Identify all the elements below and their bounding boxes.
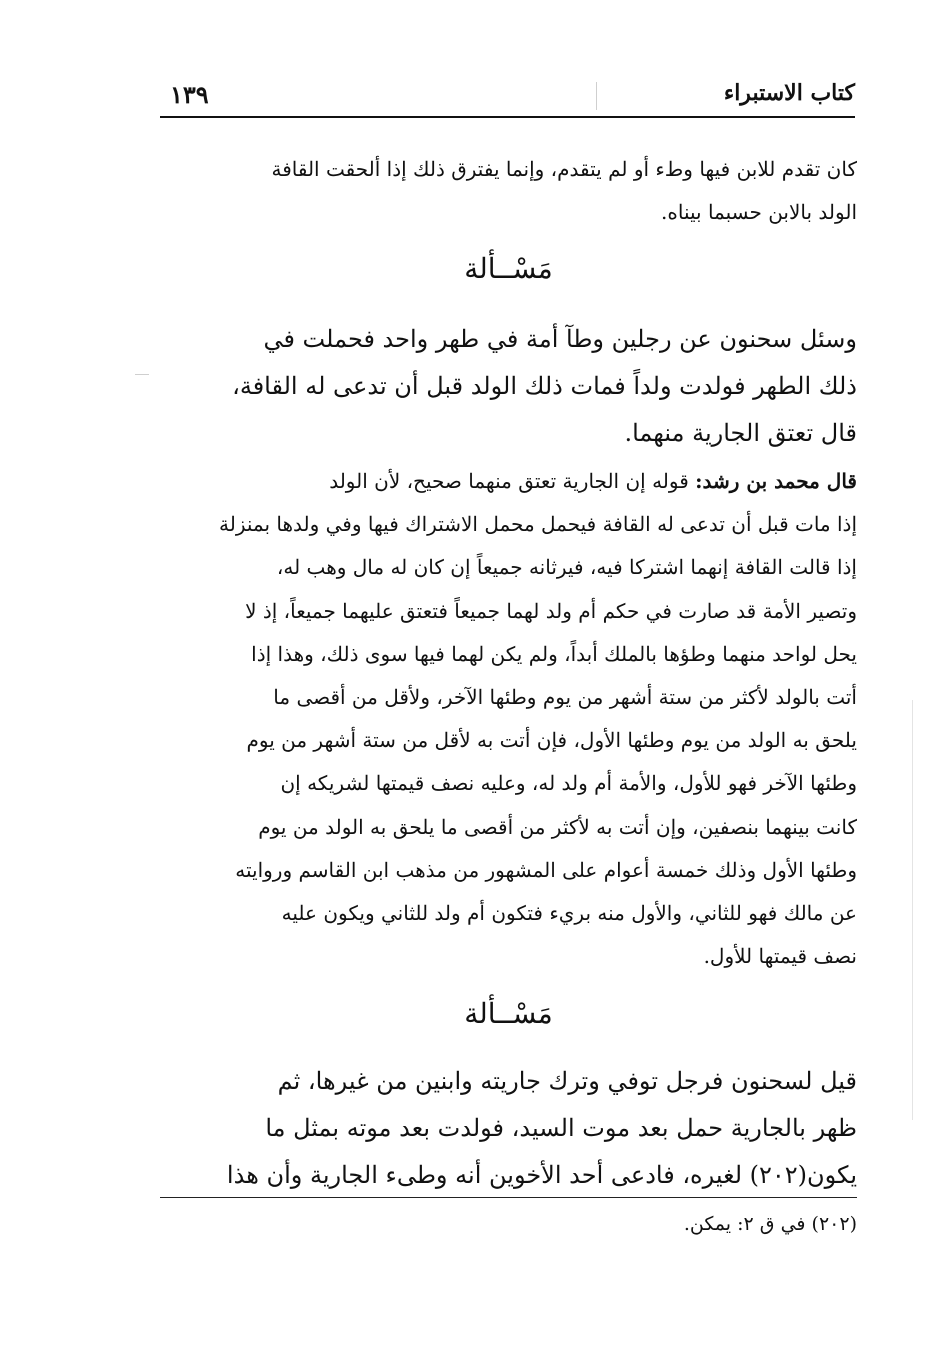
text-line: وطئها الأول وذلك خمسة أعوام على المشهور من مذهب ابن القاسم وروايته [235,857,857,882]
question-paragraph [160,316,857,457]
scan-artifact [596,82,597,110]
text-line: قيل لسحنون فرجل توفي وترك جاريته وابنين من غيرها، ثم [277,1067,857,1095]
text-line: قال تعتق الجارية منهما. [624,419,857,447]
speaker-label: قال محمد بن رشد: [695,469,857,493]
text-line: إذا مات قبل أن تدعى له القافة فيحمل محمل الاشتراك فيها وفي ولدها بمنزلة [219,512,857,537]
text-line: ظهر بالجارية حمل بعد موت السيد، فولدت بعد موته بمثل ما [265,1114,857,1142]
intro-paragraph [160,148,857,234]
text-line: إذا قالت القافة إنهما اشتركا فيه، فيرثانه جميعاً إن كان له مال وهب له، [276,555,857,580]
text-line: نصف قيمتها للأول. [703,944,857,969]
text-line [160,460,857,503]
text-line: كانت بينهما بنصفين، وإن أتت به لأكثر من أقصى ما يلحق به الولد من يوم [258,814,857,839]
text-line: يلحق به الولد من يوم وطئها الأول، فإن أتت به لأقل من ستة أشهر من يوم [246,728,857,753]
section-heading: مَسْــألة [464,997,553,1030]
scan-artifact [135,374,149,375]
text-line: وسئل سحنون عن رجلين وطآ أمة في طهر واحد فحملت في [263,325,857,353]
commentary-paragraph [160,460,857,978]
text-line: وتصير الأمة قد صارت في حكم أم ولد لهما جميعاً فتعتق عليهما جميعاً، إذ لا [245,598,857,623]
text-line: الولد بالابن حسبما بيناه. [661,200,857,225]
page-header [160,78,855,118]
scan-artifact [912,700,913,1120]
commentary-first-line: قوله إن الجارية تعتق منهما صحيح، لأن الولد [329,469,689,493]
question-paragraph [160,1058,857,1199]
text-line: كان تقدم للابن فيها وطء أو لم يتقدم، وإنما يفترق ذلك إذا ألحقت القافة [271,157,857,181]
text-line: يحل لواحد منهما وطؤها بالملك أبداً، ولم يكن لهما فيها سوى ذلك، وهذا إذا [251,641,857,666]
text-line: ذلك الطهر فولدت ولداً فمات ذلك الولد قبل أن تدعى له القافة، [232,372,857,400]
footnote-divider [160,1197,857,1198]
section-heading: مَسْــألة [464,252,553,285]
running-title: كتاب الاستبراء [723,80,855,106]
page-number: ١٣٩ [170,80,209,109]
text-line: أتت بالولد لأكثر من ستة أشهر من يوم وطئها الآخر، ولأقل من أقصى ما [273,684,857,709]
footnote: (٢٠٢) في ق ٢: يمكن. [683,1213,857,1235]
text-line: يكون(٢٠٢) لغيره، فادعى أحد الأخوين أنه وطىء الجارية وأن هذا [226,1161,857,1189]
text-line: عن مالك فهو للثاني، والأول منه بريء فتكون أم ولد للثاني ويكون عليه [281,900,857,925]
text-line: وطئها الآخر فهو للأول، والأمة أم ولد له، وعليه نصف قيمتها لشريكه إن [280,771,857,796]
